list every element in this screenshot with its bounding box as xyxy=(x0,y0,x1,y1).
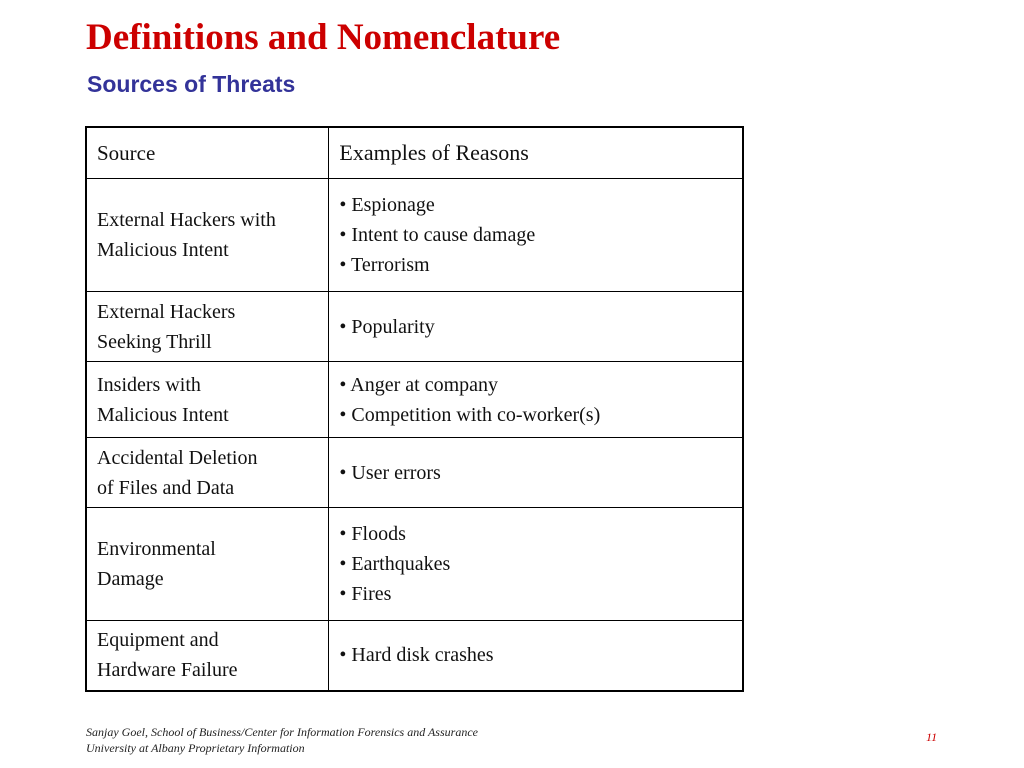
source-cell xyxy=(86,179,329,292)
source-line: Seeking Thrill xyxy=(97,330,212,353)
reason-item: • Intent to cause damage xyxy=(339,224,536,246)
reasons-cell xyxy=(329,179,743,292)
reason-item: • Espionage xyxy=(339,194,435,216)
source-line: Malicious Intent xyxy=(97,239,229,261)
source-line: Insiders with xyxy=(97,373,201,396)
source-cell xyxy=(86,292,329,362)
source-line: of Files and Data xyxy=(97,476,235,499)
page-number: 11 xyxy=(926,730,938,744)
source-line: Environmental xyxy=(97,538,216,560)
reasons-cell xyxy=(329,621,743,691)
source-line: External Hackers with xyxy=(97,209,276,231)
table-row xyxy=(86,508,743,621)
table-row xyxy=(86,292,743,362)
reasons-cell xyxy=(329,508,743,621)
reason-item: • Hard disk crashes xyxy=(339,644,494,667)
table-row xyxy=(86,438,743,508)
source-line: Hardware Failure xyxy=(97,659,238,682)
table-row xyxy=(86,621,743,691)
footer-line: Sanjay Goel, School of Business/Center for Information Forensics and Assurance xyxy=(86,725,478,739)
table-header-row xyxy=(86,127,743,179)
reason-item: • Anger at company xyxy=(339,373,499,396)
reason-item: • Earthquakes xyxy=(339,553,451,575)
reason-item: • Fires xyxy=(339,583,392,605)
source-line: Malicious Intent xyxy=(97,403,229,426)
reasons-cell xyxy=(329,362,743,438)
source-line: External Hackers xyxy=(97,300,236,323)
reason-item: • User errors xyxy=(339,461,441,484)
table-row xyxy=(86,179,743,292)
header-source: Source xyxy=(86,127,329,179)
footer-line: University at Albany Proprietary Information xyxy=(86,741,305,755)
reason-item: • Competition with co-worker(s) xyxy=(339,403,601,426)
slide-title: Definitions and Nomenclature xyxy=(86,17,561,58)
header-reasons: Examples of Reasons xyxy=(329,127,743,179)
threat-sources-table xyxy=(85,126,744,692)
slide-subtitle: Sources of Threats xyxy=(87,71,296,97)
source-line: Accidental Deletion xyxy=(97,446,258,469)
reasons-cell xyxy=(329,438,743,508)
source-cell xyxy=(86,438,329,508)
reason-item: • Floods xyxy=(339,523,406,545)
source-cell xyxy=(86,621,329,691)
reason-item: • Popularity xyxy=(339,315,435,338)
source-line: Equipment and xyxy=(97,629,219,652)
source-line: Damage xyxy=(97,568,164,590)
source-cell xyxy=(86,508,329,621)
footer xyxy=(86,724,478,756)
source-cell xyxy=(86,362,329,438)
table-row xyxy=(86,362,743,438)
reasons-cell xyxy=(329,292,743,362)
reason-item: • Terrorism xyxy=(339,254,430,276)
